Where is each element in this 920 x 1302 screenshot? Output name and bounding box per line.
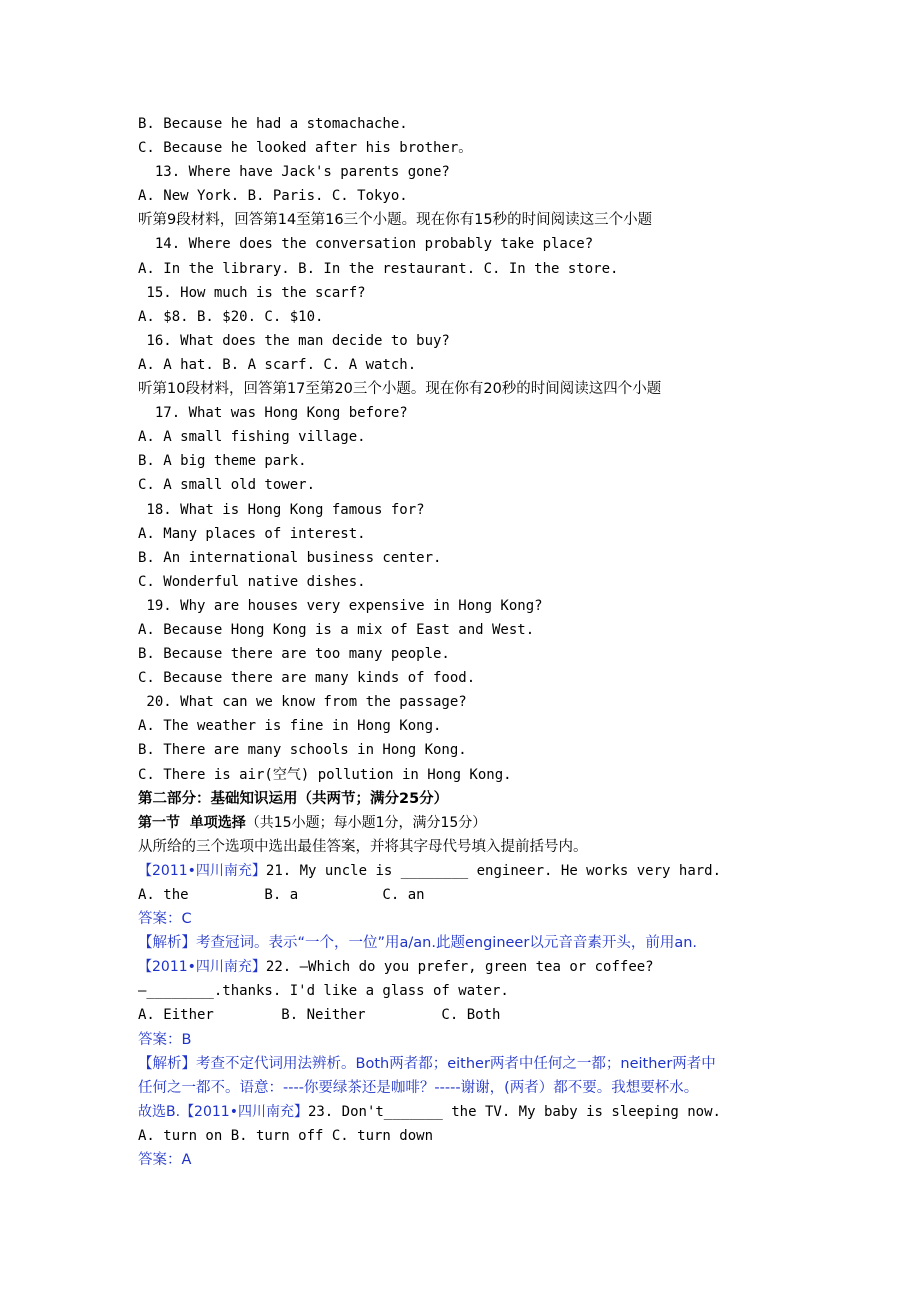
part-2-heading: 第二部分：基础知识运用（共两节；满分25分） bbox=[138, 790, 449, 807]
question-15: 15. How much is the scarf? bbox=[138, 284, 366, 301]
explanation-22-line-1: 【解析】考查不定代词用法辨析。Both两者都；either两者中任何之一都；neither两者中 bbox=[138, 1055, 716, 1072]
question-15-options: A. $8. B. $20. C. $10. bbox=[138, 308, 324, 325]
section-9-instruction: 听第9段材料，回答第14至第16三个小题。现在你有15秒的时间阅读这三个小题 bbox=[138, 212, 653, 229]
question-18: 18. What is Hong Kong famous for? bbox=[138, 501, 425, 518]
answer-23: 答案：A bbox=[138, 1152, 192, 1169]
explanation-22-end-and-question-23 bbox=[138, 1100, 798, 1124]
question-21 bbox=[138, 859, 798, 883]
question-22-response: —________.thanks. I'd like a glass of water. bbox=[138, 983, 509, 1000]
question-18-option-a: A. Many places of interest. bbox=[138, 525, 366, 542]
question-14-options: A. In the library. B. In the restaurant. C. In the store. bbox=[138, 260, 619, 277]
question-16-options: A. A hat. B. A scarf. C. A watch. bbox=[138, 356, 417, 373]
explanation-21: 【解析】考查冠词。表示“一个，一位”用a/an.此题engineer以元音音素开头，前用an. bbox=[138, 935, 697, 952]
question-20-option-a: A. The weather is fine in Hong Kong. bbox=[138, 718, 442, 735]
question-18-option-c: C. Wonderful native dishes. bbox=[138, 573, 366, 590]
question-18-option-b: B. An international business center. bbox=[138, 549, 442, 566]
question-23-text: 23. Don't_______ the TV. My baby is sleeping now. bbox=[307, 1103, 721, 1120]
option-line: B. Because he had a stomachache. bbox=[138, 116, 408, 132]
question-source: 【2011•四川南充】 bbox=[138, 862, 266, 879]
explanation-22-line-3: 故选B. bbox=[138, 1103, 181, 1120]
question-13-options: A. New York. B. Paris. C. Tokyo. bbox=[138, 188, 408, 205]
question-20-option-c: C. There is air(空气) pollution in Hong Kong. bbox=[138, 766, 512, 783]
question-20: 20. What can we know from the passage? bbox=[138, 694, 467, 711]
section-10-instruction: 听第10段材料，回答第17至第20三个小题。现在你有20秒的时间阅读这四个小题 bbox=[138, 381, 662, 398]
question-17-option-c: C. A small old tower. bbox=[138, 477, 316, 494]
section-1-heading bbox=[138, 811, 798, 835]
question-22-text: 22. —Which do you prefer, green tea or coffee? bbox=[265, 959, 654, 976]
explanation-22-line-2: 任何之一都不。语意：----你要绿茶还是咖啡？-----谢谢，(两者）都不要。我想要杯水。 bbox=[138, 1079, 699, 1096]
answer-21: 答案：C bbox=[138, 911, 192, 928]
question-13: 13. Where have Jack's parents gone? bbox=[138, 164, 450, 181]
question-19-option-a: A. Because Hong Kong is a mix of East and West. bbox=[138, 621, 535, 638]
question-14: 14. Where does the conversation probably take place? bbox=[138, 236, 594, 253]
question-19-option-b: B. Because there are too many people. bbox=[138, 646, 450, 663]
document-page bbox=[138, 112, 798, 1172]
question-23-options: A. turn on B. turn off C. turn down bbox=[138, 1127, 434, 1144]
answer-22: 答案：B bbox=[138, 1031, 192, 1048]
question-source: 【2011•四川南充】 bbox=[138, 959, 266, 976]
question-19-option-c: C. Because there are many kinds of food. bbox=[138, 670, 476, 687]
section-1-instruction: 从所给的三个选项中选出最佳答案，并将其字母代号填入提前括号内。 bbox=[138, 838, 588, 855]
section-1-scoring: （共15小题；每小题1分，满分15分） bbox=[245, 814, 487, 831]
question-17-option-b: B. A big theme park. bbox=[138, 453, 307, 470]
question-21-options: A. the B. a C. an bbox=[138, 887, 425, 903]
question-21-text: 21. My uncle is ________ engineer. He works very hard. bbox=[265, 862, 722, 879]
question-source: 【2011•四川南充】 bbox=[180, 1103, 308, 1120]
section-1-title: 第一节 单项选择 bbox=[138, 814, 246, 831]
question-17-option-a: A. A small fishing village. bbox=[138, 429, 366, 446]
question-19: 19. Why are houses very expensive in Hong Kong? bbox=[138, 597, 543, 614]
question-22-options: A. Either B. Neither C. Both bbox=[138, 1007, 501, 1024]
question-20-option-b: B. There are many schools in Hong Kong. bbox=[138, 742, 467, 759]
question-22 bbox=[138, 955, 798, 979]
question-17: 17. What was Hong Kong before? bbox=[138, 405, 408, 422]
option-line: C. Because he looked after his brother。 bbox=[138, 140, 473, 157]
question-16: 16. What does the man decide to buy? bbox=[138, 332, 450, 349]
